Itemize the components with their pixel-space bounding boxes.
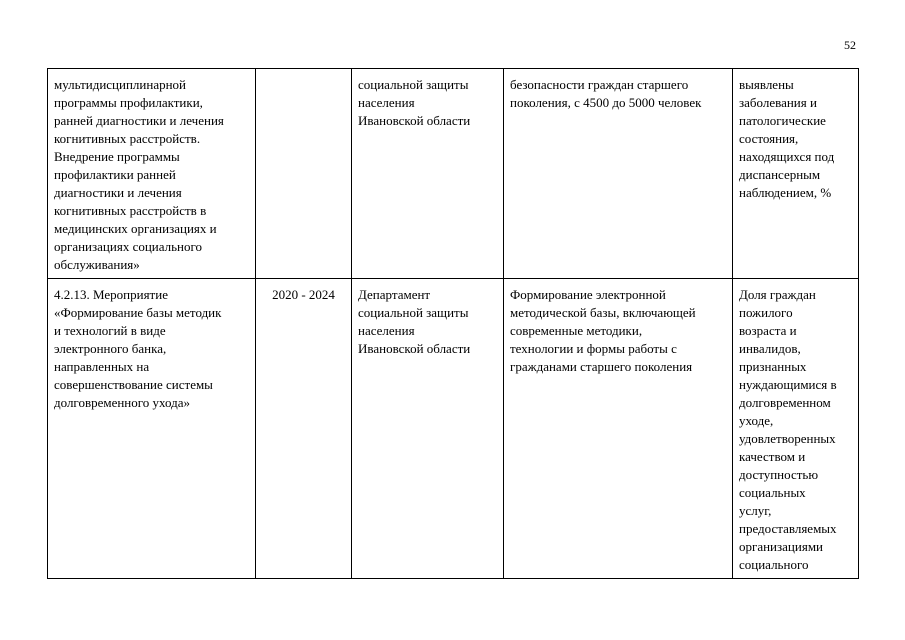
- cell-text-line: социальной защиты: [358, 77, 469, 92]
- cell-text-line: патологические: [739, 113, 826, 128]
- cell-text-line: нуждающимися в: [739, 377, 837, 392]
- cell-text-line: долговременном: [739, 395, 831, 410]
- cell-text-line: населения: [358, 323, 415, 338]
- cell-text-line: инвалидов,: [739, 341, 801, 356]
- cell-text-line: программы профилактики,: [54, 95, 203, 110]
- indicator-cell: [733, 69, 859, 279]
- cell-text-line: удовлетворенных: [739, 431, 836, 446]
- executor-cell: [352, 69, 504, 279]
- expected-result-cell: [504, 279, 733, 579]
- executor-cell: [352, 279, 504, 579]
- cell-text-line: методической базы, включающей: [510, 305, 696, 320]
- cell-text-line: качеством и: [739, 449, 806, 464]
- cell-text-line: современные методики,: [510, 323, 643, 338]
- period-cell: 2020 - 2024: [256, 279, 352, 579]
- cell-text-line: возраста и: [739, 323, 797, 338]
- cell-text-line: выявлены: [739, 77, 794, 92]
- cell-text-line: и технологий в виде: [54, 323, 166, 338]
- cell-text-line: безопасности граждан старшего: [510, 77, 689, 92]
- cell-text-line: гражданами старшего поколения: [510, 359, 693, 374]
- cell-text-line: совершенствование системы: [54, 377, 213, 392]
- cell-text-line: диагностики и лечения: [54, 185, 182, 200]
- cell-text-line: доступностью: [739, 467, 819, 482]
- cell-text-line: профилактики ранней: [54, 167, 176, 182]
- cell-text-line: Доля граждан: [739, 287, 816, 302]
- cell-text-line: Ивановской области: [358, 341, 471, 356]
- cell-text-line: признанных: [739, 359, 807, 374]
- period-cell: [256, 69, 352, 279]
- cell-text-line: направленных на: [54, 359, 150, 374]
- cell-text-line: социальных: [739, 485, 806, 500]
- cell-text-line: поколения, с 4500 до 5000 человек: [510, 95, 702, 110]
- cell-text-line: организациями: [739, 539, 823, 554]
- cell-text-line: когнитивных расстройств.: [54, 131, 201, 146]
- cell-text-line: Ивановской области: [358, 113, 471, 128]
- expected-result-cell: [504, 69, 733, 279]
- cell-text-line: Внедрение программы: [54, 149, 180, 164]
- cell-text-line: ранней диагностики и лечения: [54, 113, 224, 128]
- cell-text-line: долговременного ухода»: [54, 395, 191, 410]
- cell-text-line: состояния,: [739, 131, 799, 146]
- page-number: 52: [844, 38, 856, 52]
- cell-text-line: социальной защиты: [358, 305, 469, 320]
- cell-text-line: находящихся под: [739, 149, 835, 164]
- indicator-cell: [733, 279, 859, 579]
- cell-text-line: технологии и формы работы с: [510, 341, 677, 356]
- table-row: [48, 279, 859, 579]
- activity-name-cell: [48, 69, 256, 279]
- cell-text-line: услуг,: [739, 503, 772, 518]
- table-row: [48, 69, 859, 279]
- cell-text-line: наблюдением, %: [739, 185, 832, 200]
- cell-text-line: Формирование электронной: [510, 287, 666, 302]
- cell-text-line: когнитивных расстройств в: [54, 203, 207, 218]
- cell-text-line: населения: [358, 95, 415, 110]
- cell-text-line: обслуживания»: [54, 257, 140, 272]
- cell-text-line: пожилого: [739, 305, 793, 320]
- cell-text-line: Департамент: [358, 287, 431, 302]
- activity-name-cell: [48, 279, 256, 579]
- cell-text-line: социального: [739, 557, 809, 572]
- cell-text-line: электронного банка,: [54, 341, 167, 356]
- cell-text-line: медицинских организациях и: [54, 221, 217, 236]
- cell-text-line: «Формирование базы методик: [54, 305, 222, 320]
- cell-text-line: мультидисциплинарной: [54, 77, 187, 92]
- activity-plan-table: [47, 68, 859, 579]
- cell-text-line: организациях социального: [54, 239, 203, 254]
- cell-text-line: 4.2.13. Мероприятие: [54, 287, 168, 302]
- cell-text-line: предоставляемых: [739, 521, 837, 536]
- cell-text-line: заболевания и: [739, 95, 817, 110]
- cell-text-line: уходе,: [739, 413, 774, 428]
- cell-text-line: диспансерным: [739, 167, 821, 182]
